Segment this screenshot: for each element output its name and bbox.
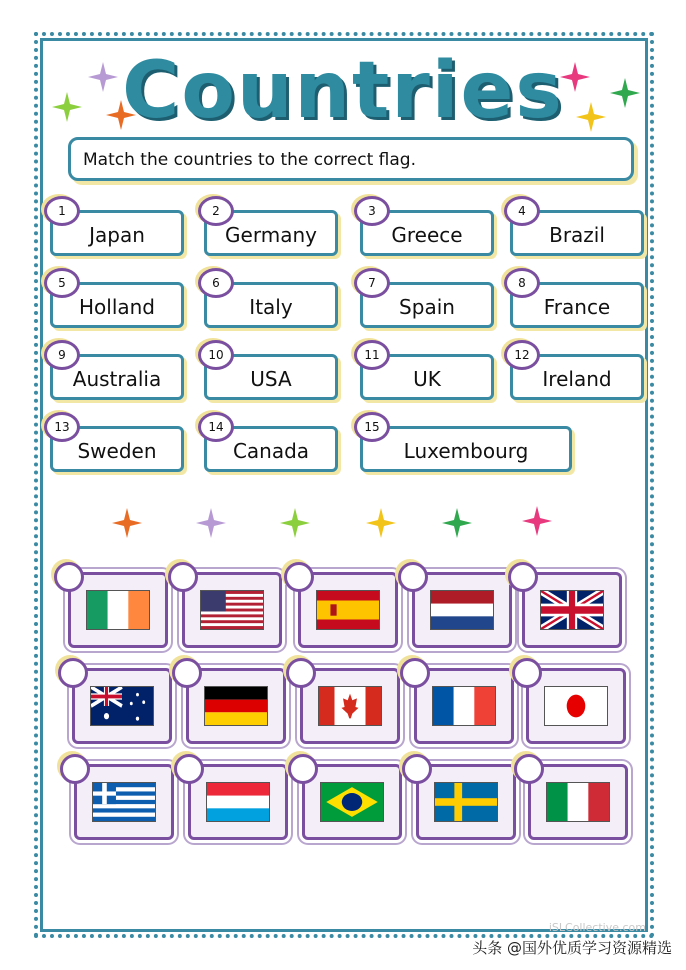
flag-card[interactable]	[188, 764, 288, 840]
flag-card[interactable]	[528, 764, 628, 840]
uk-flag-icon	[540, 590, 604, 630]
instruction-box	[68, 137, 634, 181]
answer-circle[interactable]	[168, 562, 198, 592]
number-badge: 9	[44, 340, 80, 370]
answer-circle[interactable]	[512, 658, 542, 688]
number-badge: 13	[44, 412, 80, 442]
flag-card[interactable]	[74, 764, 174, 840]
flag-card[interactable]	[300, 668, 400, 744]
star-icon	[366, 508, 396, 538]
instruction-text: Match the countries to the correct flag.	[83, 150, 416, 170]
country-name: Australia	[72, 367, 162, 391]
answer-circle[interactable]	[60, 754, 90, 784]
number-badge: 10	[198, 340, 234, 370]
country-name: Luxembourg	[403, 439, 529, 463]
answer-circle[interactable]	[174, 754, 204, 784]
australia-flag-icon	[90, 686, 154, 726]
spain-flag-icon	[316, 590, 380, 630]
number-badge: 3	[354, 196, 390, 226]
number-badge: 4	[504, 196, 540, 226]
page-title: Countries	[122, 46, 564, 136]
flag-card[interactable]	[72, 668, 172, 744]
flag-card[interactable]	[416, 764, 516, 840]
country-name: Japan	[89, 223, 145, 247]
country-name: UK	[413, 367, 441, 391]
answer-circle[interactable]	[398, 562, 428, 592]
star-icon	[522, 506, 552, 536]
answer-circle[interactable]	[172, 658, 202, 688]
answer-circle[interactable]	[54, 562, 84, 592]
flag-card[interactable]	[526, 668, 626, 744]
number-badge: 14	[198, 412, 234, 442]
number-badge: 15	[354, 412, 390, 442]
number-badge: 11	[354, 340, 390, 370]
country-name: Brazil	[549, 223, 605, 247]
flag-card[interactable]	[412, 572, 512, 648]
answer-circle[interactable]	[402, 754, 432, 784]
number-badge: 6	[198, 268, 234, 298]
germany-flag-icon	[204, 686, 268, 726]
star-icon	[196, 508, 226, 538]
japan-flag-icon	[544, 686, 608, 726]
flag-card[interactable]	[414, 668, 514, 744]
answer-circle[interactable]	[286, 658, 316, 688]
country-name: France	[543, 295, 611, 319]
country-box[interactable]	[360, 426, 572, 472]
answer-circle[interactable]	[400, 658, 430, 688]
site-watermark: iSLCollective.com	[548, 921, 646, 934]
answer-circle[interactable]	[288, 754, 318, 784]
flag-card[interactable]	[302, 764, 402, 840]
number-badge: 7	[354, 268, 390, 298]
number-badge: 1	[44, 196, 80, 226]
country-name: USA	[250, 367, 292, 391]
luxembourg-flag-icon	[206, 782, 270, 822]
star-icon	[280, 508, 310, 538]
star-icon	[442, 508, 472, 538]
country-name: Spain	[399, 295, 455, 319]
canada-flag-icon	[318, 686, 382, 726]
brazil-flag-icon	[320, 782, 384, 822]
flag-card[interactable]	[298, 572, 398, 648]
usa-flag-icon	[200, 590, 264, 630]
italy-flag-icon	[546, 782, 610, 822]
country-name: Canada	[232, 439, 310, 463]
source-watermark: 头条 @国外优质学习资源精选	[472, 939, 672, 957]
greece-flag-icon	[92, 782, 156, 822]
answer-circle[interactable]	[58, 658, 88, 688]
country-name: Italy	[249, 295, 293, 319]
flag-card[interactable]	[522, 572, 622, 648]
country-name: Greece	[391, 223, 463, 247]
star-icon	[112, 508, 142, 538]
netherlands-flag-icon	[430, 590, 494, 630]
ireland-flag-icon	[86, 590, 150, 630]
number-badge: 5	[44, 268, 80, 298]
answer-circle[interactable]	[514, 754, 544, 784]
answer-circle[interactable]	[508, 562, 538, 592]
answer-circle[interactable]	[284, 562, 314, 592]
number-badge: 2	[198, 196, 234, 226]
flag-card[interactable]	[182, 572, 282, 648]
country-name: Sweden	[77, 439, 157, 463]
sweden-flag-icon	[434, 782, 498, 822]
number-badge: 8	[504, 268, 540, 298]
flag-card[interactable]	[186, 668, 286, 744]
country-name: Holland	[78, 295, 155, 319]
number-badge: 12	[504, 340, 540, 370]
flag-card[interactable]	[68, 572, 168, 648]
country-name: Germany	[225, 223, 317, 247]
france-flag-icon	[432, 686, 496, 726]
country-name: Ireland	[542, 367, 612, 391]
